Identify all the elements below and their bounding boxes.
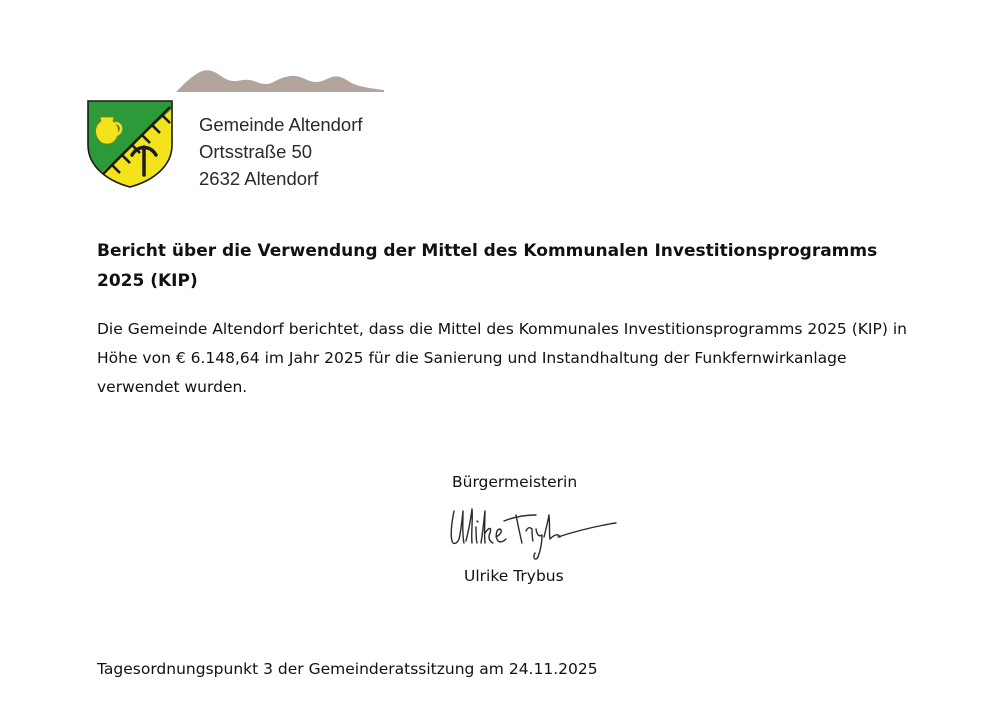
sender-address	[199, 111, 363, 192]
address-line-city: 2632 Altendorf	[199, 168, 319, 189]
address-line-street: Ortsstraße 50	[199, 141, 313, 162]
altendorf-coat-of-arms-icon	[86, 99, 174, 189]
signatory-role: Bürgermeisterin	[452, 473, 578, 491]
report-body: Die Gemeinde Altendorf berichtet, dass die Mittel des Kommunales Investitionsprogramms 2025 (KIP) in Höhe von € 6.148,64 im Jahr 2025 für die Sanierung und Instandhaltung der Funkfernwirkanlage verwendet wurden.	[97, 320, 907, 396]
agenda-footer: Tagesordnungspunkt 3 der Gemeinderatssitzung am 24.11.2025	[97, 660, 598, 678]
signatory-name: Ulrike Trybus	[464, 567, 564, 585]
report-title: Bericht über die Verwendung der Mittel des Kommunalen Investitionsprogramms 2025 (KIP)	[97, 241, 878, 291]
mountain-silhouette-icon	[176, 66, 384, 92]
address-line-municipality: Gemeinde Altendorf	[199, 114, 363, 135]
handwritten-signature-icon	[444, 497, 620, 561]
